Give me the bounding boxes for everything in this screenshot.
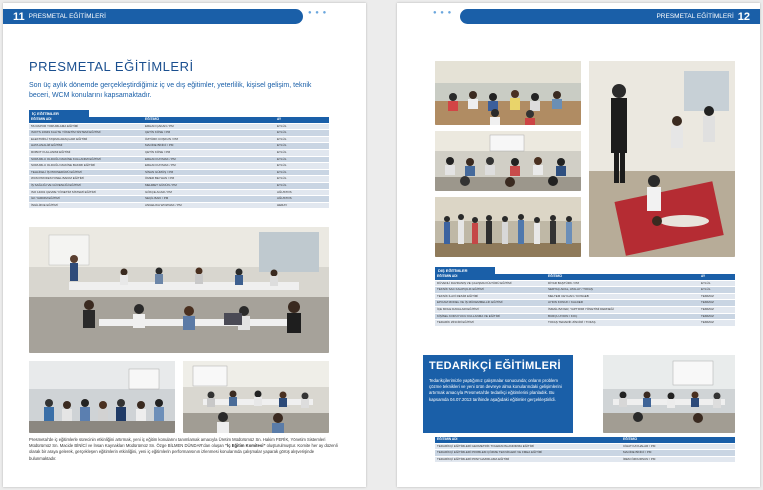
table-cell: ÇETİN KÖSE / PM [143,149,275,156]
table-cell: ERHAN KAYMAK / PM [143,163,275,170]
table-cell: SERTAÇ ARAL, ATALAY / TOFAŞ [546,287,699,294]
table-cell: MEHMET GÜNÜN / PM [143,182,275,189]
intro-text: Son üç aylık dönemde gerçekleştirdiğimiz iç ve dış eğitimler, yeterlilik, kişisel gelişim, teknik beceri, WCM konularını kapsamaktadır. [29,82,312,99]
table-cell: İREM ÖZDURSUN / PM [621,456,735,463]
table-cell: TEMMUZ [699,313,735,320]
table-cell: ÇETİN KÖSE / PM [143,130,275,137]
table-cell: TOFAŞ TEDARİK ZİNCİRİ / TOFAŞ [546,320,699,327]
right-page-number: 12 [737,10,750,23]
table-cell: BURÇU AYDIN / KOÇ [546,313,699,320]
external-table-row [435,313,735,320]
header-dots-right: ● ● ● [433,10,453,16]
supplier-title: TEDARİKÇİ EĞİTİMLERİ [429,360,561,372]
table-cell: ISO 14001 ÇEVRE YÖNETİM SİSTEMİ EĞİTİMİ [29,189,143,196]
sup-col-header-name: EĞİTİMİN ADI [435,437,621,443]
external-table-row [435,287,735,294]
external-table-row [435,320,735,327]
photo-seated-circle [435,61,581,125]
photo-standing-group [435,197,581,257]
table-cell: WCM PROFESYONEL BAKIM EĞİTİMİ [29,176,143,183]
table-cell: SORUMLU OLDUĞU MAKİNE KULLANIMI EĞİTİMİ [29,156,143,163]
table-cell: AĞUSTOS [275,189,329,196]
committee-text-part2: oluşturulmuştur. Komite her ay düzenli olarak bir araya gelerek, gerçekleşen eğitimlerin etkinliğini, yeni iç eğitimlerin performansının izlenmesi konularında çalışmalar yaparak görüş alışverişinde bulunmaktadır. [29,443,338,461]
table-cell: ÖZTÜRK COŞKUN / PM [143,136,275,143]
table-cell: EYLÜL [275,143,329,150]
table-cell: EYLÜL [275,130,329,137]
internal-table-row [29,202,329,209]
internal-table-row [29,123,329,130]
table-cell: İLK YARDIM EĞİTİMİ [29,196,143,203]
table-cell: ERHAN KAYMAK / PM [143,156,275,163]
table-cell: EYLÜL [275,156,329,163]
table-cell: HATA ANALİZİ EĞİTİMİ [29,143,143,150]
internal-trainings-table [29,110,329,209]
table-cell: İSMAİL BAYER, YAPTIRIM YÖNETİMİ DERNEĞİ [546,306,699,313]
committee-name: “İç Eğitim Komitesi” [224,443,266,449]
left-page [3,3,366,487]
internal-table-row [29,182,329,189]
table-cell: SORUMLU OLDUĞU MAKİNE BAKIMI EĞİTİMİ [29,163,143,170]
left-header-bar [3,9,303,24]
training-photo-room [183,361,329,433]
col-header-name: EĞİTİMİN ADI [29,117,143,123]
internal-table-row [29,136,329,143]
ext-col-header-trainer: EĞİTİMCİ [546,274,699,280]
table-cell: TEMMUZ [699,300,735,307]
table-cell: EYLÜL [275,123,329,130]
committee-paragraph [29,437,339,462]
table-cell: HERAY [275,202,329,209]
col-header-trainer: EĞİTİMCİ [143,117,275,123]
external-table-row [435,300,735,307]
table-cell: ISO/TS 16949 KALİTE YÖNETİM SİSTEMİ EĞİTİMİ [29,130,143,137]
external-table-title: DIŞ EĞİTİMLER [435,267,495,274]
table-cell: DÜVENLİ DAVRANIŞ VE ÇALIŞMA KÜLTÜRÜ EĞİTİMİ [435,280,546,287]
committee-text-part1: Presmetal’de iç eğitimlerle sürecinin etkinliğini artırmak, yeni iç eğitim konularını tanımlamak amacıyla Üretim Müdürümüz Sn. Hakim FERİK, Yönetim Sistemleri Müdürümüz Sn. Macide BİNİCİ ve İnsan Kaynakları Müdürümüz Sn. Özge BİLMEN DÜNDAR’dan oluşan [29,437,326,449]
table-cell: MACİDE BİNİCİ / PM [621,450,735,457]
photo-classroom-rows [435,131,581,191]
supplier-text: Tedarikçilerimizle yaptığımız çalışmalar sonucunda; onların problem çözme teknikleri ve yeni ürün devreye alma konularındaki gelişimlerini artırmak amacıyla Presmetal’de tedarikçi eğitimlerini planladık. Bu kapsamda 04.07.2013 tarihinde aşağıdaki eğitimler gerçekleştirildi. [429,378,562,402]
internal-table-row [29,189,329,196]
ext-col-header-name: EĞİTİMİN ADI [435,274,546,280]
supplier-box [423,355,573,433]
ext-col-header-month: AY [699,274,735,280]
internal-table-row [29,176,329,183]
table-cell: İNGİLİZCE EĞİTİMİ [29,202,143,209]
photo-supplier-training [603,355,735,433]
internal-table-row [29,196,329,203]
table-cell: TEDARİKÇİ EĞİTİMLERİ PROBLEM ÇÖZME TEKNİKLERİ VE FMEA EĞİTİMİ [435,450,621,457]
supplier-table-row [435,450,735,457]
internal-table-row [29,149,329,156]
left-page-number: 11 [13,10,25,23]
table-cell: ROBOT KULLANIMI EĞİTİMİ [29,149,143,156]
table-cell: TEMMUZ [699,320,735,327]
table-cell: ELEKTRİKLİ TAŞIMA ARAÇLARI EĞİTİMİ [29,136,143,143]
table-cell: EYLÜL [275,176,329,183]
internal-table-title: İÇ EĞİTİMLER [29,110,89,117]
table-cell: TEKNİK SAC KALIPÇILIK EĞİTİMİ [435,287,546,294]
table-cell: MELTEM CEYHAN / KOSGEB [546,293,699,300]
table-cell: SİNAN GÜMÜŞ / PM [143,169,275,176]
table-cell: MACİDE BİNİCİ / PM [143,143,275,150]
table-cell: TEDARİKÇİ EĞİTİMLERİ PPAP HAZIRLAMA EĞİTİMİ [435,456,621,463]
left-header-label: PRESMETAL EĞİTİMLERİ [28,13,106,20]
col-header-month: AY [275,117,329,123]
table-cell: AĞUSTOS [275,196,329,203]
table-cell: AYDIN KONUK / KALDER [546,300,699,307]
table-cell: EYLÜL [275,182,329,189]
page-title: PRESMETAL EĞİTİMLERİ [29,59,194,74]
table-cell: EYLÜL [275,149,329,156]
table-cell: TEMMUZ [699,306,735,313]
internal-table-row [29,163,329,170]
right-header-label: PRESMETAL EĞİTİMLERİ [656,13,734,20]
training-photo-group [29,361,175,433]
table-cell: GÖKÇE ACAR / PM [143,189,275,196]
table-cell: ERHAN ÇAKAN / PM [143,123,275,130]
table-cell: TEDARİK ZİNCİRİ EĞİTİMİ [435,320,546,327]
table-cell: TEKNİK İLAVİ RESİM EĞİTİMİ [435,293,546,300]
sup-col-header-trainer: EĞİTİMCİ [621,437,735,443]
table-cell: EYLÜL [699,287,735,294]
table-cell: ÖMER BEYHAN / PM [143,176,275,183]
table-cell: İÇE MOLE DAVALARI EĞİTİMİ [435,306,546,313]
table-cell: 5S RAPOR YORUMLAMA EĞİTİMİ [29,123,143,130]
classroom-photo [29,227,329,353]
table-cell: EYLÜL [275,136,329,143]
right-page [397,3,760,487]
table-cell: CİHAT KAYHALAR / PM [621,443,735,450]
table-cell: İŞ SAĞLIĞI VE GÜVENLİĞİ EĞİTİMİ [29,182,143,189]
internal-table-row [29,143,329,150]
table-cell: EYLÜL [275,169,329,176]
table-cell: ANGELIKA WOZNIAK / PM [143,202,275,209]
internal-table-row [29,130,329,137]
table-cell: TEMMUZ [699,293,735,300]
external-trainings-table [435,267,735,327]
table-cell: EYLÜL [275,163,329,170]
external-table-row [435,293,735,300]
external-table-row [435,306,735,313]
table-cell: TEDARİKÇİ EĞİTİMLERİ GEOMETRİK TOLERANSLANDIRMA EĞİTİMİ [435,443,621,450]
internal-table-row [29,156,329,163]
supplier-trainings-table [435,437,735,463]
supplier-table-row [435,456,735,463]
table-cell: SEÇİL BAKI / PM [143,196,275,203]
supplier-table-row [435,443,735,450]
table-cell: EYLÜL [699,280,735,287]
internal-table-row [29,169,329,176]
table-cell: KİŞİSEL KORUYUCU KULLANMA VE EĞİTİMİ [435,313,546,320]
right-header-bar [460,9,760,24]
table-cell: DİYAR BAŞTÜRK / PM [546,280,699,287]
photo-first-aid [589,61,735,257]
table-cell: TEHLİKELİ İŞ PROSEDÜRÜ EĞİTİMİ [29,169,143,176]
table-cell: EPOAM MODEL VE İŞ MÜKEMMELLİK EĞİTİMİ [435,300,546,307]
header-dots: ● ● ● [308,10,328,16]
external-table-row [435,280,735,287]
